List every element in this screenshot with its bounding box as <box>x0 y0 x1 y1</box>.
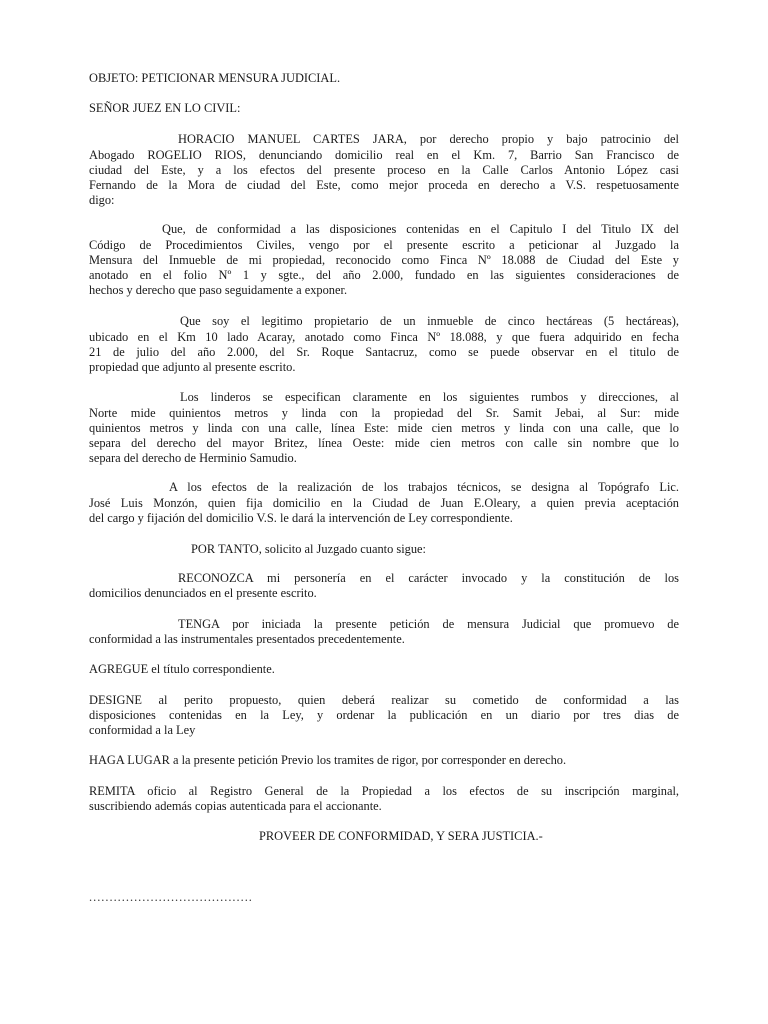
p1-line-5: digo: <box>89 193 115 207</box>
p1-line-3: ciudad del Este, y a los efectos del presente proceso en la Calle Carlos Antonio López casi <box>89 163 679 177</box>
p2-line-4: anotado en el folio Nº 1 y sgte., del año 2.000, fundado en las siguientes consideraciones de <box>89 268 679 282</box>
designe-line-1: DESIGNE al perito propuesto, quien deberá realizar su cometido de conformidad a las <box>89 693 679 707</box>
signature-line: ........................................ <box>89 890 253 904</box>
objeto-line: OBJETO: PETICIONAR MENSURA JUDICIAL. <box>89 71 341 85</box>
haga-lugar-line: HAGA LUGAR a la presente petición Previo los tramites de rigor, por corresponder en derecho. <box>89 753 567 767</box>
p4-line-5: separa del derecho de Herminio Samudio. <box>89 451 297 465</box>
agregue-line: AGREGUE el título correspondiente. <box>89 662 275 676</box>
remita-line-1: REMITA oficio al Registro General de la Propiedad a los efectos de su inscripción marginal, <box>89 784 679 798</box>
p4-line-2: Norte mide quinientos metros y linda con la propiedad del Sr. Samit Jebai, al Sur: mide <box>89 406 679 420</box>
tenga-line-2: conformidad a las instrumentales presentados precedentemente. <box>89 632 405 646</box>
p2-line-5: hechos y derecho que paso seguidamente a exponer. <box>89 283 348 297</box>
p1-line-2: Abogado ROGELIO RIOS, denunciando domicilio real en el Km. 7, Barrio San Francisco de <box>89 148 679 162</box>
p3-line-2: ubicado en el Km 10 lado Acaray, anotado como Finca Nº 18.088, y que fuera adquirido en fecha <box>89 330 679 344</box>
p3-line-3: 21 de julio del año 2.000, del Sr. Roque Santacruz, como se puede observar en el titulo de <box>89 345 679 359</box>
p4-line-4: separa del derecho del mayor Britez, línea Oeste: mide cien metros con calle sin nombre que lo <box>89 436 679 450</box>
p5-line-3: del cargo y fijación del domicilio V.S. le dará la intervención de Ley correspondiente. <box>89 511 513 525</box>
p4-line-3: quinientos metros y linda con una calle, línea Este: mide cien metros y linda con una calle, que lo <box>89 421 679 435</box>
por-tanto-line: POR TANTO, solicito al Juzgado cuanto sigue: <box>191 542 426 556</box>
p1-line-4: Fernando de la Mora de ciudad del Este, como mejor proceda en derecho a V.S. respetuosamente <box>89 178 679 192</box>
p3-line-4: propiedad que adjunto al presente escrito. <box>89 360 296 374</box>
p5-line-2: José Luis Monzón, quien fija domicilio en la Ciudad de Juan E.Oleary, a quien previa aceptación <box>89 496 679 510</box>
tenga-line-1: TENGA por iniciada la presente petición de mensura Judicial que promuevo de <box>178 617 679 631</box>
p4-line-1: Los linderos se especifican claramente en los siguientes rumbos y direcciones, al <box>180 390 679 404</box>
p2-line-1: Que, de conformidad a las disposiciones contenidas en el Capitulo I del Titulo IX del <box>162 222 679 236</box>
p5-line-1: A los efectos de la realización de los trabajos técnicos, se designa al Topógrafo Lic. <box>169 480 679 494</box>
senor-juez-line: SEÑOR JUEZ EN LO CIVIL: <box>89 101 241 115</box>
proveer-line: PROVEER DE CONFORMIDAD, Y SERA JUSTICIA.- <box>259 829 543 843</box>
reconozca-line-2: domicilios denunciados en el presente escrito. <box>89 586 317 600</box>
p1-line-1: HORACIO MANUEL CARTES JARA, por derecho propio y bajo patrocinio del <box>178 132 679 146</box>
p2-line-3: Mensura del Inmueble de mi propiedad, reconocido como Finca Nº 18.088 de Ciudad del Este y <box>89 253 679 267</box>
remita-line-2: suscribiendo además copias autenticada para el accionante. <box>89 799 382 813</box>
designe-line-3: conformidad a la Ley <box>89 723 196 737</box>
reconozca-line-1: RECONOZCA mi personería en el carácter invocado y la constitución de los <box>178 571 679 585</box>
designe-line-2: disposiciones contenidas en la Ley, y ordenar la publicación en un diario por tres dias de <box>89 708 679 722</box>
p3-line-1: Que soy el legitimo propietario de un inmueble de cinco hectáreas (5 hectáreas), <box>180 314 679 328</box>
p2-line-2: Código de Procedimientos Civiles, vengo por el presente escrito a peticionar al Juzgado la <box>89 238 679 252</box>
